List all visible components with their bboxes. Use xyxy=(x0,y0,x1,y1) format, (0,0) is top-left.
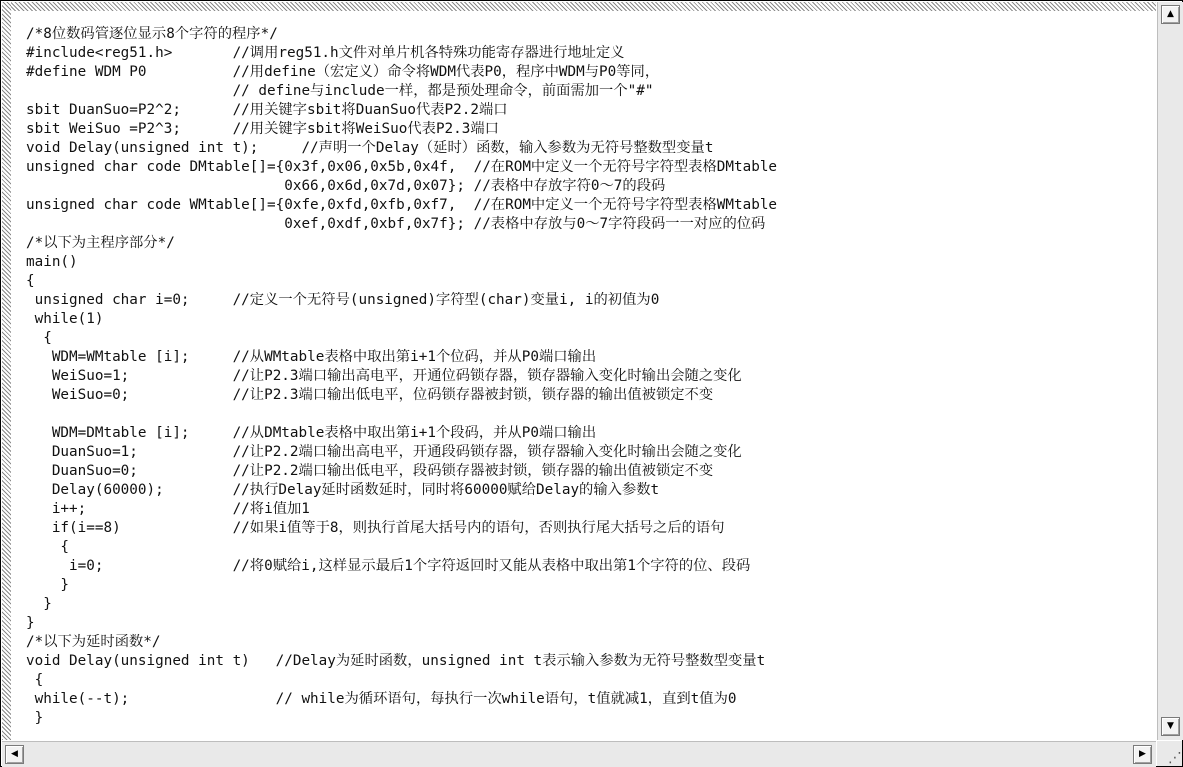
left-border-hatch xyxy=(2,2,11,740)
code-line: if(i==8) //如果i值等于8，则执行首尾大括号内的语句，否则执行尾大括号之后的语句 xyxy=(26,520,725,536)
arrow-right-icon[interactable]: ▶ xyxy=(1133,745,1152,764)
code-line: DuanSuo=1; //让P2.2端口输出高电平，开通段码锁存器，锁存器输入变化时输出会随之变化 xyxy=(26,444,742,460)
code-line: /*以下为主程序部分*/ xyxy=(26,235,175,251)
code-editor[interactable] xyxy=(11,11,1156,741)
code-line: 0x66,0x6d,0x7d,0x07}; //表格中存放字符0～7的段码 xyxy=(26,178,666,194)
code-line: unsigned char code DMtable[]={0x3f,0x06,0x5b,0x4f, //在ROM中定义一个无符号字符型表格DMtable xyxy=(26,159,778,175)
code-line: } xyxy=(26,577,70,593)
code-line: { xyxy=(26,672,44,688)
code-line: } xyxy=(26,596,52,612)
code-line: while(--t); // while为循环语句，每执行一次while语句，t值就减1，直到t值为0 xyxy=(26,691,737,707)
resize-grip-icon[interactable]: ⋰ xyxy=(1157,741,1182,766)
code-line: main() xyxy=(26,254,78,270)
code-line: sbit DuanSuo=P2^2; //用关键字sbit将DuanSuo代表P2.2端口 xyxy=(26,102,508,118)
arrow-left-icon[interactable]: ◀ xyxy=(5,745,24,764)
code-line: WeiSuo=1; //让P2.3端口输出高电平，开通位码锁存器，锁存器输入变化时输出会随之变化 xyxy=(26,368,742,384)
top-border-hatch xyxy=(2,2,1156,11)
code-line: { xyxy=(26,273,35,289)
code-line: sbit WeiSuo =P2^3; //用关键字sbit将WeiSuo代表P2.3端口 xyxy=(26,121,499,137)
code-line: /*以下为延时函数*/ xyxy=(26,634,161,650)
code-content xyxy=(26,25,777,728)
code-line: unsigned char i=0; //定义一个无符号(unsigned)字符型(char)变量i, i的初值为0 xyxy=(26,292,660,308)
code-line: /*8位数码管逐位显示8个字符的程序*/ xyxy=(26,26,278,42)
code-line: DuanSuo=0; //让P2.2端口输出低电平，段码锁存器被封锁，锁存器的输出值被锁定不变 xyxy=(26,463,714,479)
code-line: } xyxy=(26,710,44,726)
code-line: 0xef,0xdf,0xbf,0x7f}; //表格中存放与0～7字符段码一一对应的位码 xyxy=(26,216,766,232)
code-line: WeiSuo=0; //让P2.3端口输出低电平，位码锁存器被封锁，锁存器的输出值被锁定不变 xyxy=(26,387,714,403)
code-line: } xyxy=(26,615,35,631)
code-line: WDM=WMtable [i]; //从WMtable表格中取出第i+1个位码，并从P0端口输出 xyxy=(26,349,597,365)
code-line: { xyxy=(26,539,70,555)
code-line: void Delay(unsigned int t) //Delay为延时函数，unsigned int t表示输入参数为无符号整数型变量t xyxy=(26,653,766,669)
code-line: // define与include一样，都是预处理命令，前面需加一个"#" xyxy=(26,83,654,99)
code-line: unsigned char code WMtable[]={0xfe,0xfd,0xfb,0xf7, //在ROM中定义一个无符号字符型表格WMtable xyxy=(26,197,778,213)
code-line: { xyxy=(26,330,52,346)
code-line: void Delay(unsigned int t); //声明一个Delay（延时）函数，输入参数为无符号整数型变量t xyxy=(26,140,714,156)
code-line: #include<reg51.h> //调用reg51.h文件对单片机各特殊功能寄存器进行地址定义 xyxy=(26,45,625,61)
code-line: Delay(60000); //执行Delay延时函数延时，同时将60000赋给Delay的输入参数t xyxy=(26,482,660,498)
code-line: WDM=DMtable [i]; //从DMtable表格中取出第i+1个段码，并从P0端口输出 xyxy=(26,425,597,441)
arrow-up-icon[interactable]: ▲ xyxy=(1161,5,1180,24)
code-line: i++; //将i值加1 xyxy=(26,501,310,517)
code-line: #define WDM P0 //用define（宏定义）命令将WDM代表P0，程序中WDM与P0等同， xyxy=(26,64,660,80)
arrow-down-icon[interactable]: ▼ xyxy=(1161,717,1180,736)
horizontal-scrollbar[interactable] xyxy=(2,741,1156,767)
vertical-scrollbar[interactable] xyxy=(1157,2,1183,740)
code-line: i=0; //将0赋给i,这样显示最后1个字符返回时又能从表格中取出第1个字符的位、段码 xyxy=(26,558,751,574)
code-line xyxy=(26,405,777,424)
code-line: while(1) xyxy=(26,311,104,327)
